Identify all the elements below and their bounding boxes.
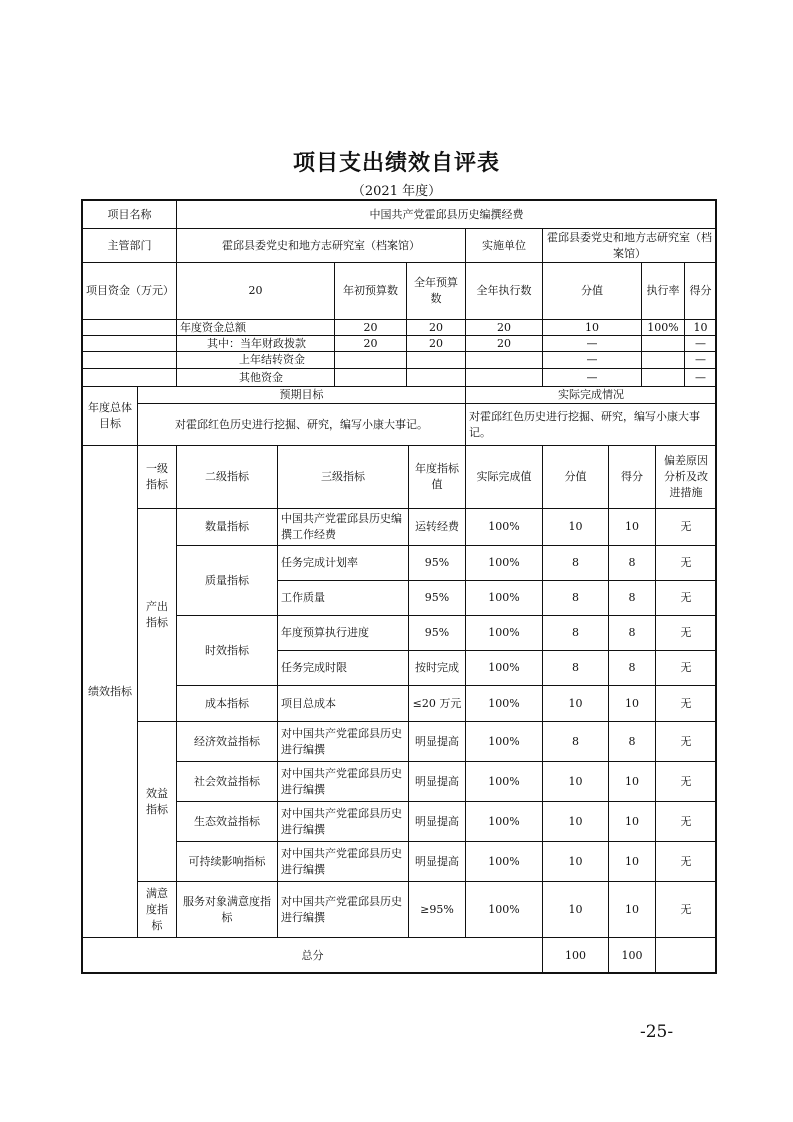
actual-value: 100% — [465, 545, 543, 581]
level3-indicator: 项目总成本 — [277, 685, 409, 722]
level2-indicator: 生态效益指标 — [176, 801, 278, 842]
funds-row-label: 上年结转资金 — [176, 351, 335, 369]
level3-indicator: 对中国共产党霍邱县历史进行编撰 — [277, 761, 409, 802]
score-value: 10 — [542, 761, 609, 802]
level3-indicator: 任务完成计划率 — [277, 545, 409, 581]
got-value: 8 — [608, 615, 656, 651]
target-value: 明显提高 — [408, 761, 466, 802]
got-value: 10 — [608, 801, 656, 842]
got-value: 10 — [608, 841, 656, 882]
level1-output: 产出指标 — [137, 508, 177, 722]
target-value: 运转经费 — [408, 508, 466, 546]
funds-row-value: 20 — [406, 319, 466, 336]
funds-row-label: 其他资金 — [176, 368, 335, 387]
funds-row-blank — [82, 351, 177, 369]
page-title: 项目支出绩效自评表 — [292, 151, 500, 176]
deviation-note: 无 — [655, 721, 717, 762]
target-value: 明显提高 — [408, 721, 466, 762]
level3-indicator: 对中国共产党霍邱县历史进行编撰 — [277, 721, 409, 762]
funds-row-value — [334, 351, 407, 369]
actual-value: 100% — [465, 801, 543, 842]
level1-benefit: 效益指标 — [137, 721, 177, 882]
deviation-note: 无 — [655, 545, 717, 581]
funds-row-label: 其中：当年财政拨款 — [176, 335, 335, 352]
target-value: 95% — [408, 615, 466, 651]
deviation-note: 无 — [655, 615, 717, 651]
deviation-note: 无 — [655, 650, 717, 686]
funds-header: 分值 — [542, 262, 642, 320]
score-value: 10 — [542, 685, 609, 722]
target-value: ≤20 万元 — [408, 685, 466, 722]
perf-header: 得分 — [608, 445, 656, 509]
funds-row-value: 20 — [465, 319, 543, 336]
funds-row-value: 20 — [334, 335, 407, 352]
score-value: 10 — [542, 801, 609, 842]
target-value: 95% — [408, 580, 466, 616]
funds-row-value: 20 — [465, 335, 543, 352]
perf-header: 三级指标 — [277, 445, 409, 509]
funds-row-value: — — [542, 335, 642, 352]
actual-value: 100% — [465, 721, 543, 762]
funds-row-label: 年度资金总额 — [176, 319, 335, 336]
deviation-note: 无 — [655, 881, 717, 938]
total-label: 总分 — [82, 937, 543, 974]
goal-expected: 对霍邱红色历史进行挖掘、研究，编写小康大事记。 — [137, 403, 466, 446]
score-value: 8 — [542, 721, 609, 762]
funds-header: 执行率 — [641, 262, 685, 320]
page-subtitle: （2021 年度） — [351, 184, 442, 199]
perf-header: 年度指标值 — [408, 445, 466, 509]
deviation-note: 无 — [655, 685, 717, 722]
level3-indicator: 中国共产党霍邱县历史编撰工作经费 — [277, 508, 409, 546]
actual-value: 100% — [465, 685, 543, 722]
got-value: 8 — [608, 545, 656, 581]
funds-header: 全年预算数 — [406, 262, 466, 320]
funds-row-value — [334, 368, 407, 387]
actual-value: 100% — [465, 881, 543, 938]
funds-row-value: 10 — [542, 319, 642, 336]
got-value: 10 — [608, 881, 656, 938]
score-value: 10 — [542, 881, 609, 938]
level2-indicator: 经济效益指标 — [176, 721, 278, 762]
funds-row-value: 20 — [406, 335, 466, 352]
deviation-note: 无 — [655, 761, 717, 802]
perf-header: 分值 — [542, 445, 609, 509]
actual-value: 100% — [465, 650, 543, 686]
funds-row-value: 100% — [641, 319, 685, 336]
funds-row-value — [465, 351, 543, 369]
funds-row-value — [406, 368, 466, 387]
level2-indicator: 服务对象满意度指标 — [176, 881, 278, 938]
total-blank — [655, 937, 717, 974]
perf-label: 绩效指标 — [82, 445, 138, 938]
funds-row-value — [406, 351, 466, 369]
deviation-note: 无 — [655, 841, 717, 882]
funds-row-value: — — [684, 335, 717, 352]
actual-value: 100% — [465, 761, 543, 802]
level3-indicator: 对中国共产党霍邱县历史进行编撰 — [277, 801, 409, 842]
target-value: 明显提高 — [408, 841, 466, 882]
level1-satisfaction: 满意度指标 — [137, 881, 177, 938]
level2-indicator: 可持续影响指标 — [176, 841, 278, 882]
funds-row-blank — [82, 319, 177, 336]
level2-indicator: 社会效益指标 — [176, 761, 278, 802]
dept-label: 主管部门 — [82, 228, 177, 263]
impl-label: 实施单位 — [465, 228, 543, 263]
deviation-note: 无 — [655, 801, 717, 842]
funds-row-blank — [82, 335, 177, 352]
funds-header: 得分 — [684, 262, 717, 320]
funds-amount: 20 — [176, 262, 335, 320]
funds-header: 年初预算数 — [334, 262, 407, 320]
target-value: ≥95% — [408, 881, 466, 938]
perf-header: 二级指标 — [176, 445, 278, 509]
got-value: 10 — [608, 761, 656, 802]
target-value: 95% — [408, 545, 466, 581]
perf-header: 一级指标 — [137, 445, 177, 509]
funds-row-value: 10 — [684, 319, 717, 336]
level2-indicator: 时效指标 — [176, 615, 278, 686]
score-value: 8 — [542, 615, 609, 651]
got-value: 10 — [608, 508, 656, 546]
goal-actual-header: 实际完成情况 — [465, 386, 717, 404]
score-value: 8 — [542, 545, 609, 581]
total-got: 100 — [608, 937, 656, 974]
deviation-note: 无 — [655, 508, 717, 546]
deviation-note: 无 — [655, 580, 717, 616]
got-value: 8 — [608, 721, 656, 762]
perf-header: 偏差原因分析及改进措施 — [655, 445, 717, 509]
total-score: 100 — [542, 937, 609, 974]
funds-row-value: — — [684, 368, 717, 387]
level3-indicator: 任务完成时限 — [277, 650, 409, 686]
actual-value: 100% — [465, 580, 543, 616]
got-value: 10 — [608, 685, 656, 722]
project-name-label: 项目名称 — [82, 200, 177, 229]
page-number: -25- — [640, 1022, 674, 1042]
funds-row-value — [641, 351, 685, 369]
target-value: 按时完成 — [408, 650, 466, 686]
level3-indicator: 工作质量 — [277, 580, 409, 616]
funds-label: 项目资金（万元） — [82, 262, 177, 320]
funds-row-value: — — [684, 351, 717, 369]
level3-indicator: 对中国共产党霍邱县历史进行编撰 — [277, 841, 409, 882]
score-value: 10 — [542, 508, 609, 546]
actual-value: 100% — [465, 615, 543, 651]
funds-row-value: — — [542, 368, 642, 387]
funds-row-value: — — [542, 351, 642, 369]
actual-value: 100% — [465, 508, 543, 546]
project-name-value: 中国共产党霍邱县历史编撰经费 — [176, 200, 717, 229]
goal-actual: 对霍邱红色历史进行挖掘、研究，编写小康大事记。 — [465, 403, 717, 446]
score-value: 8 — [542, 580, 609, 616]
level2-indicator: 成本指标 — [176, 685, 278, 722]
level2-indicator: 数量指标 — [176, 508, 278, 546]
goal-expected-header: 预期目标 — [137, 386, 466, 404]
actual-value: 100% — [465, 841, 543, 882]
got-value: 8 — [608, 650, 656, 686]
funds-row-value — [641, 335, 685, 352]
funds-row-value: 20 — [334, 319, 407, 336]
dept-value: 霍邱县委党史和地方志研究室（档案馆） — [176, 228, 466, 263]
got-value: 8 — [608, 580, 656, 616]
funds-row-value — [465, 368, 543, 387]
impl-value: 霍邱县委党史和地方志研究室（档案馆） — [542, 228, 717, 263]
goal-label: 年度总体目标 — [82, 386, 138, 446]
funds-row-value — [641, 368, 685, 387]
funds-row-blank — [82, 368, 177, 387]
score-value: 8 — [542, 650, 609, 686]
level3-indicator: 年度预算执行进度 — [277, 615, 409, 651]
score-value: 10 — [542, 841, 609, 882]
level2-indicator: 质量指标 — [176, 545, 278, 616]
perf-header: 实际完成值 — [465, 445, 543, 509]
target-value: 明显提高 — [408, 801, 466, 842]
funds-header: 全年执行数 — [465, 262, 543, 320]
level3-indicator: 对中国共产党霍邱县历史进行编撰 — [277, 881, 409, 938]
